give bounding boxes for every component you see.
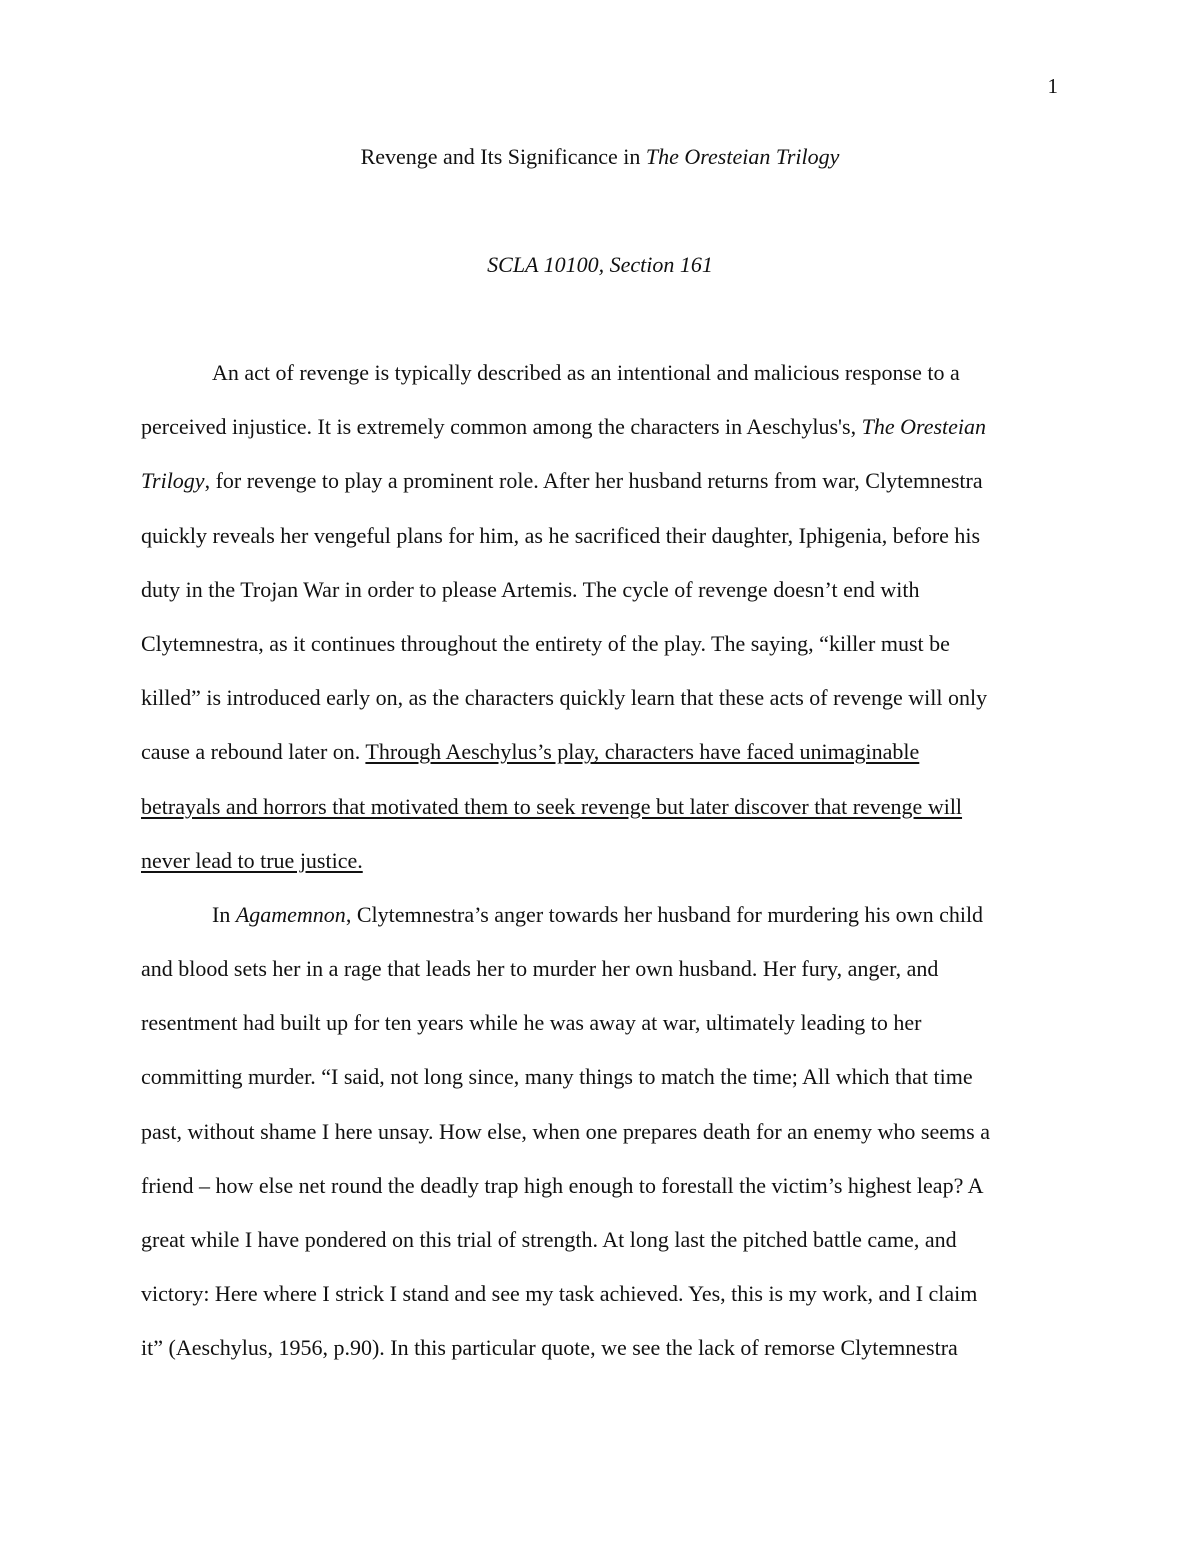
essay-title: [140, 144, 1060, 170]
text-line: [141, 780, 1061, 834]
italic-text: The Oresteian: [861, 414, 987, 440]
text-line: [141, 346, 1061, 400]
line-text: cause a rebound later on.: [141, 739, 366, 765]
line-text: committing murder. “I said, not long since, many things to match the time; All which that time: [141, 1064, 973, 1090]
text-line: [141, 1050, 1061, 1104]
underlined-text: never lead to true justice.: [141, 847, 363, 873]
text-line: [141, 1105, 1061, 1159]
italic-text: Trilogy: [141, 468, 205, 494]
line-text: duty in the Trojan War in order to please Artemis. The cycle of revenge doesn’t end with: [141, 576, 920, 602]
text-line: [141, 400, 1061, 454]
text-line: [141, 617, 1061, 671]
line-text: great while I have pondered on this trial of strength. At long last the pitched battle came, and: [141, 1227, 957, 1252]
essay-body: [141, 346, 1061, 1376]
text-line: [141, 1213, 1061, 1267]
text-line: [141, 671, 1061, 725]
line-text: it” (Aeschylus, 1956, p.90). In this particular quote, we see the lack of remorse Clytemnestra: [141, 1335, 958, 1361]
line-text: quickly reveals her vengeful plans for him, as he sacrificed their daughter, Iphigenia, before his: [141, 522, 981, 548]
essay-title-prefix: Revenge and Its Significance in: [360, 144, 646, 169]
text-line: [141, 834, 1061, 888]
underlined-text: betrayals and horrors that motivated them to seek revenge but later discover that revenge will: [141, 793, 963, 819]
text-line: [141, 1321, 1061, 1375]
underlined-text: Through Aeschylus’s play, characters have faced unimaginable: [365, 739, 920, 765]
text-line: [141, 1267, 1061, 1321]
page-number: 1: [1047, 74, 1058, 98]
course-section: SCLA 10100, Section 161: [487, 252, 713, 277]
italic-text: Agamemnon: [235, 901, 346, 927]
text-line: [141, 996, 1061, 1050]
essay-title-work: The Oresteian Trilogy: [645, 144, 840, 169]
line-text: , for revenge to play a prominent role. After her husband returns from war, Clytemnestra: [204, 468, 983, 494]
text-line: [141, 725, 1061, 779]
text-line: [141, 509, 1061, 563]
text-line: [141, 1159, 1061, 1213]
line-text: victory: Here where I strick I stand and see my task achieved. Yes, this is my work, and I claim: [141, 1281, 978, 1307]
text-line: [141, 563, 1061, 617]
line-text: killed” is introduced early on, as the characters quickly learn that these acts of revenge will only: [141, 685, 988, 711]
text-line: [141, 888, 1061, 942]
line-text: friend – how else net round the deadly trap high enough to forestall the victim’s highest leap? A: [141, 1172, 984, 1198]
line-text: past, without shame I here unsay. How else, when one prepares death for an enemy who seems a: [141, 1118, 990, 1144]
text-line: [141, 454, 1061, 508]
line-text: resentment had built up for ten years while he was away at war, ultimately leading to her: [141, 1010, 922, 1036]
text-line: [141, 942, 1061, 996]
line-text: and blood sets her in a rage that leads her to murder her own husband. Her fury, anger, and: [141, 956, 939, 982]
line-text: , Clytemnestra’s anger towards her husband for murdering his own child: [345, 901, 984, 927]
line-text: Clytemnestra, as it continues throughout the entirety of the play. The saying, “killer must be: [141, 630, 950, 656]
line-text: In: [212, 901, 236, 927]
line-text: An act of revenge is typically described as an intentional and malicious response to a: [212, 360, 960, 385]
line-text: perceived injustice. It is extremely common among the characters in Aeschylus's,: [141, 414, 862, 440]
